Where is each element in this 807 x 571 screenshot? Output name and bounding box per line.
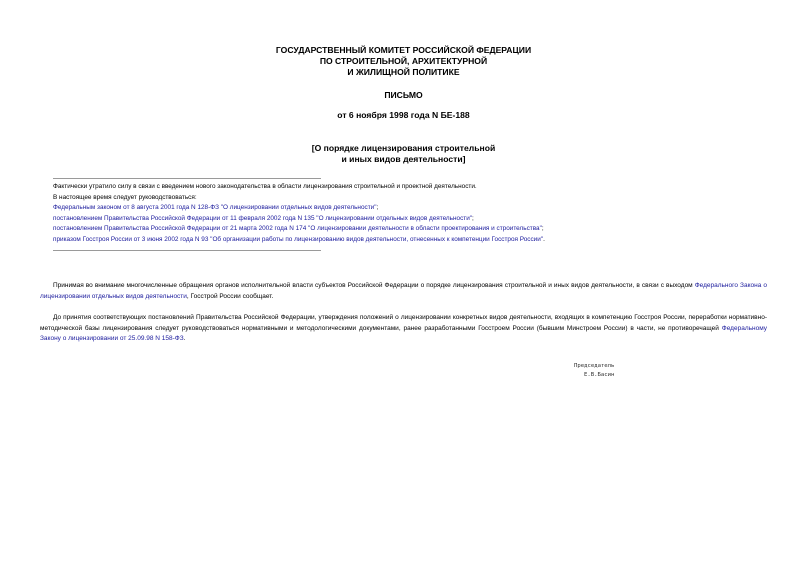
header-line: И ЖИЛИЩНОЙ ПОЛИТИКЕ	[347, 67, 460, 77]
federal-law-link[interactable]: Федеральному Закону о лицензировании от 25.09.98 N 158-ФЗ	[40, 324, 767, 342]
resolution-link[interactable]: постановлением Правительства Российской Федерации от 21 марта 2002 года N 174 "О лицензировании деятельности в области проектирования и строительства"	[53, 225, 542, 233]
resolution-link[interactable]: постановлением Правительства Российской Федерации от 11 февраля 2002 года N 135 "О лицензировании отдельных видов деятельности"	[53, 214, 473, 222]
document-subject	[0, 143, 807, 165]
note-text: В настоящее время следует руководствоваться:	[53, 193, 197, 201]
note-link-row	[53, 235, 753, 246]
note-link-row	[53, 224, 753, 235]
note-text: Фактически утратило силу в связи с введением нового законодательства в области лицензирования строительной и проектной деятельности.	[53, 183, 477, 190]
status-note	[53, 182, 753, 246]
subject-line: и иных видов деятельности]	[341, 154, 466, 164]
paragraph-text: До принятия соответствующих постановлений Правительства Российской Федерации, утверждения положений о лицензировании конкретных видов деятельности, входящих в компетенцию Госстроя России, переработки нормативно-методической базы лицензирования следует руководствоваться нормативными и методологическими документами, ранее разработанными Госстроем России (бывшим Минстроем России) в части, не противоречащей	[40, 314, 767, 332]
document-date: от 6 ноября 1998 года N БЕ-188	[337, 110, 470, 120]
signatory-title: Председатель	[574, 363, 615, 369]
federal-law-link[interactable]: Федерального Закона о лицензировании отдельных видов деятельности	[40, 282, 767, 300]
subject-line: [О порядке лицензирования строительной	[311, 143, 496, 153]
note-link-row	[53, 214, 753, 225]
paragraph-text: .	[183, 335, 186, 342]
body-paragraph	[40, 281, 767, 302]
punctuation: .	[543, 235, 545, 243]
paragraph-text: , Госстрой России сообщает.	[186, 292, 274, 300]
punctuation: ;	[376, 204, 379, 212]
punctuation: ;	[472, 214, 474, 222]
note-divider-bottom	[53, 250, 321, 251]
note-divider-top	[53, 178, 321, 179]
header-line: ПО СТРОИТЕЛЬНОЙ, АРХИТЕКТУРНОЙ	[319, 56, 488, 66]
signature-block	[574, 362, 614, 380]
signatory-name: Е.В.Басин	[584, 372, 615, 378]
punctuation: ;	[541, 225, 544, 233]
paragraph-text: Принимая во внимание многочисленные обращения органов исполнительной власти субъектов Российской Федерации о порядке лицензирования строительной и иных видов деятельности, в связи с выходом	[53, 282, 695, 289]
order-link[interactable]: приказом Госстроя России от 3 июня 2002 года N 93 "Об организации работы по лицензированию видов деятельности, отнесенных к компетенции Госстроя России"	[53, 235, 544, 243]
note-link-row	[53, 203, 753, 214]
law-link[interactable]: Федеральным законом от 8 августа 2001 года N 128-ФЗ "О лицензировании отдельных видов деятельности"	[53, 204, 377, 212]
body-paragraph	[40, 313, 767, 345]
document-header	[0, 45, 807, 78]
header-line: ГОСУДАРСТВЕННЫЙ КОМИТЕТ РОССИЙСКОЙ ФЕДЕРАЦИИ	[275, 45, 532, 55]
document-type: ПИСЬМО	[384, 90, 423, 100]
